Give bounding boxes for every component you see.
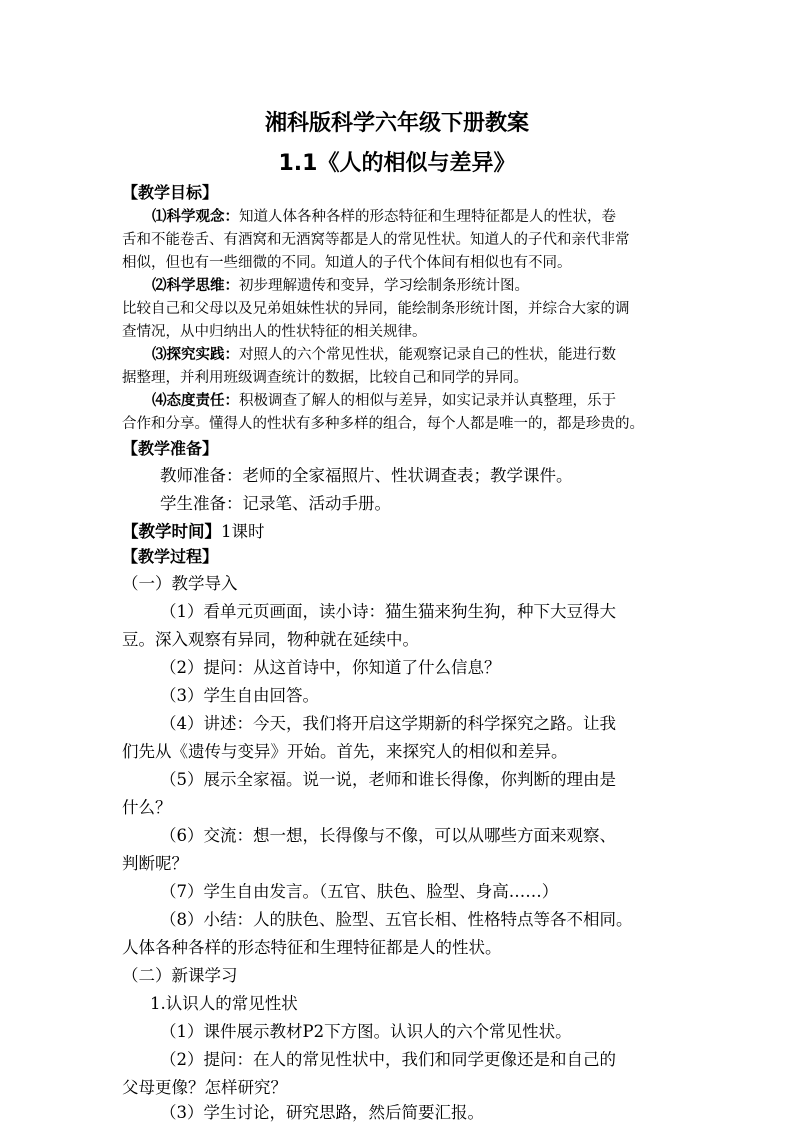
process-part-1: （一）教学导入 bbox=[122, 574, 238, 593]
step-7: （7）学生自由发言。（五官、肤色、脸型、身高……） bbox=[160, 882, 559, 901]
step-5-line-2: 什么？ bbox=[122, 798, 172, 817]
student-preparation: 学生准备：记录笔、活动手册。 bbox=[160, 494, 391, 513]
step-6-line-1: （6）交流：想一想，长得像与不像，可以从哪些方面来观察、 bbox=[160, 826, 616, 845]
new-step-3: （3）学生讨论，研究思路，然后简要汇报。 bbox=[160, 1103, 484, 1122]
document-title: 湘科版科学六年级下册教案 bbox=[264, 111, 529, 136]
teacher-preparation: 教师准备：老师的全家福照片、性状调查表；教学课件。 bbox=[160, 466, 573, 485]
objective-2-lead: ⑵科学思维： bbox=[152, 278, 239, 294]
objective-1-line-1: ⑴科学观念：知道人体各种各样的形态特征和生理特征都是人的性状，卷 bbox=[152, 209, 616, 225]
step-6-line-2: 判断呢？ bbox=[122, 854, 188, 873]
new-step-2-line-1: （2）提问：在人的常见性状中，我们和同学更像还是和自己的 bbox=[160, 1050, 616, 1069]
step-2: （2）提问：从这首诗中，你知道了什么信息？ bbox=[160, 658, 501, 677]
objective-3-lead: ⑶探究实践： bbox=[152, 347, 239, 363]
objective-2-line-1: ⑵科学思维：初步理解遗传和变异，学习绘制条形统计图。 bbox=[152, 278, 529, 294]
objective-1-line-3: 相似，但也有一些细微的不同。知道人的子代个体间有相似也有不同。 bbox=[122, 255, 572, 271]
objective-2-line-2: 比较自己和父母以及兄弟姐妹性状的异同，能绘制条形统计图，并综合大家的调 bbox=[122, 301, 630, 317]
time-heading: 【教学时间】 bbox=[122, 522, 221, 541]
lesson-title: 1.1《人的相似与差异》 bbox=[278, 151, 516, 176]
step-8-line-1: （8）小结：人的肤色、脸型、五官长相、性格特点等各不相同。 bbox=[160, 910, 633, 929]
step-4-line-1: （4）讲述：今天，我们将开启这学期新的科学探究之路。让我 bbox=[160, 714, 616, 733]
objective-2-line-3: 查情况，从中归纳出人的性状特征的相关规律。 bbox=[122, 324, 427, 340]
step-4-line-2: 们先从《遗传与变异》开始。首先，来探究人的相似和差异。 bbox=[122, 742, 568, 761]
step-1-line-1: （1）看单元页画面，读小诗：猫生猫来狗生狗，种下大豆得大 bbox=[160, 602, 616, 621]
new-step-1: （1）课件展示教材P2下方图。认识人的六个常见性状。 bbox=[160, 1022, 572, 1041]
step-5-line-1: （5）展示全家福。说一说，老师和谁长得像，你判断的理由是 bbox=[160, 770, 616, 789]
objective-4-line-1: ⑷态度责任：积极调查了解人的相似与差异，如实记录并认真整理，乐于 bbox=[152, 393, 616, 409]
new-step-2-line-2: 父母更像？怎样研究？ bbox=[122, 1078, 287, 1097]
step-3: （3）学生自由回答。 bbox=[160, 686, 319, 705]
step-1-line-2: 豆。深入观察有异同，物种就在延续中。 bbox=[122, 630, 419, 649]
objective-4-line-2: 合作和分享。懂得人的性状有多种多样的组合，每个人都是唯一的，都是珍贵的。 bbox=[122, 416, 644, 432]
objective-1-line-2: 舌和不能卷舌、有酒窝和无酒窝等都是人的常见性状。知道人的子代和亲代非常 bbox=[122, 232, 630, 248]
objectives-heading: 【教学目标】 bbox=[122, 183, 219, 202]
time-line bbox=[122, 518, 265, 542]
objective-3-line-2: 据整理，并利用班级调查统计的数据，比较自己和同学的异同。 bbox=[122, 370, 528, 386]
process-heading: 【教学过程】 bbox=[122, 547, 219, 566]
subsection-1: 1.认识人的常见性状 bbox=[150, 994, 298, 1013]
time-value: 1课时 bbox=[221, 522, 265, 541]
preparation-heading: 【教学准备】 bbox=[122, 439, 219, 458]
objective-4-lead: ⑷态度责任： bbox=[152, 393, 239, 409]
step-8-line-2: 人体各种各样的形态特征和生理特征都是人的性状。 bbox=[122, 938, 502, 957]
objective-3-line-1: ⑶探究实践：对照人的六个常见性状，能观察记录自己的性状，能进行数 bbox=[152, 347, 616, 363]
objective-1-lead: ⑴科学观念： bbox=[152, 209, 239, 225]
process-part-2: （二）新课学习 bbox=[122, 966, 238, 985]
